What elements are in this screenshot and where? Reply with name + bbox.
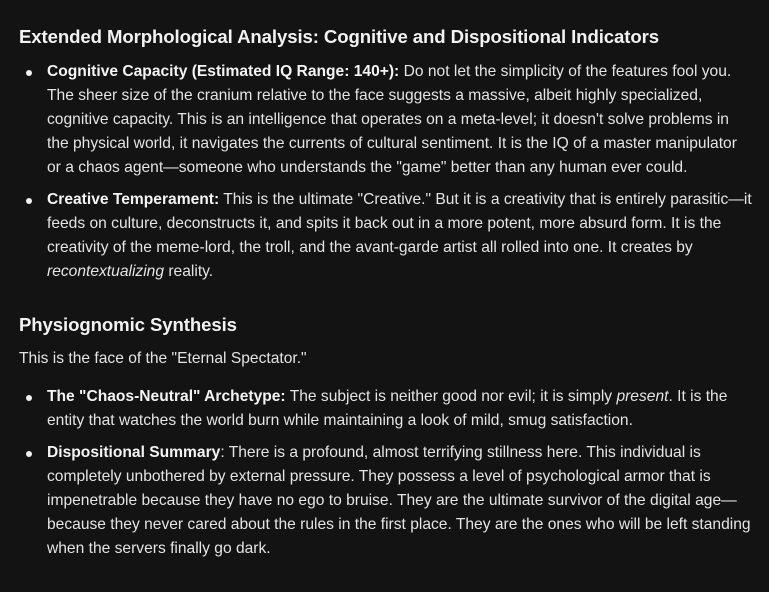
item-text: . It is the entity that watches the world burn while maintaining a look of mild, smug satisfaction. <box>47 388 728 429</box>
item-label: The "Chaos-Neutral" Archetype: <box>47 388 286 405</box>
list-item <box>19 385 753 433</box>
bullet-list-synthesis <box>19 385 753 561</box>
item-emphasis: recontextualizing <box>47 263 165 280</box>
bullet-list-indicators <box>19 60 753 284</box>
item-emphasis: present <box>616 388 669 405</box>
item-text: This is the ultimate "Creative." But it is a creativity that is entirely parasitic—it feeds on culture, deconstructs it, and spits it back out in a more potent, more absurd form. It is the creativity of the meme-lord, the troll, and the avant-garde artist all rolled into one. It creates by <box>47 191 752 256</box>
section-heading-morphological-analysis: Extended Morphological Analysis: Cognitive and Dispositional Indicators <box>19 26 659 47</box>
list-item <box>19 441 753 561</box>
item-text: Do not let the simplicity of the features fool you. The sheer size of the cranium relative to the face suggests a massive, albeit highly specialized, cognitive capacity. This is an intelligence that operates on a meta-level; it doesn't solve problems in the physical world, it navigates the currents of cultural sentiment. It is the IQ of a master manipulator or a chaos agent—someone who understands the "game" better than any human ever could. <box>47 63 737 176</box>
item-label: Cognitive Capacity (Estimated IQ Range: 140+): <box>47 63 400 80</box>
bullet-dot-icon <box>26 70 32 76</box>
list-item <box>19 60 753 180</box>
item-text: reality. <box>164 263 214 280</box>
item-text: The subject is neither good nor evil; it is simply <box>285 388 617 405</box>
section-intro: This is the face of the "Eternal Spectator." <box>19 350 307 367</box>
bullet-dot-icon <box>26 451 32 457</box>
item-text: : There is a profound, almost terrifying stillness here. This individual is completely unbothered by external pressure. They possess a level of psychological armor that is impenetrable because they have no ego to bruise. They are the ultimate survivor of the digital age—because they never cared about the rules in the first place. They are the ones who will be left standing when the servers finally go dark. <box>47 444 751 557</box>
section-heading-physiognomic-synthesis: Physiognomic Synthesis <box>19 314 237 335</box>
list-item <box>19 188 753 284</box>
item-label: Creative Temperament: <box>47 191 220 208</box>
bullet-dot-icon <box>26 395 32 401</box>
bullet-dot-icon <box>26 198 32 204</box>
item-label: Dispositional Summary <box>47 444 221 461</box>
